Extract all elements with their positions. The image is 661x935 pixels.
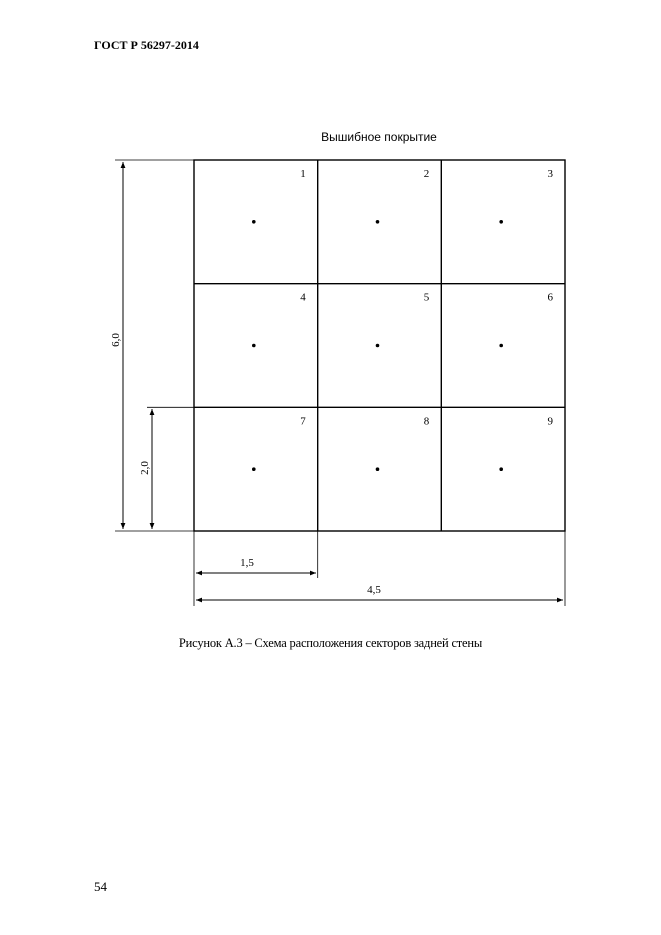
sector-center-dot bbox=[252, 220, 256, 224]
sector-center-dot bbox=[499, 344, 503, 348]
sector-grid bbox=[194, 160, 565, 531]
sector-center-dot bbox=[252, 467, 256, 471]
sector-center-dot bbox=[499, 220, 503, 224]
dim-label-col-width: 1,5 bbox=[240, 557, 254, 569]
sector-number: 2 bbox=[423, 168, 430, 180]
dimension-lines bbox=[123, 162, 563, 600]
sector-number: 6 bbox=[547, 291, 553, 304]
sector-center-dot bbox=[499, 467, 503, 471]
sector-number: 4 bbox=[300, 291, 306, 304]
extension-lines bbox=[115, 160, 565, 606]
figure-caption: Рисунок А.3 – Схема расположения секторов задней стены bbox=[178, 636, 483, 650]
sector-center-dot bbox=[376, 220, 380, 224]
blast-cover-label: Вышибное покрытие bbox=[321, 130, 437, 144]
page-number: 54 bbox=[94, 879, 107, 894]
sector-number: 7 bbox=[300, 415, 306, 428]
sector-center-dot bbox=[376, 344, 380, 348]
sector-center-dot bbox=[376, 467, 380, 471]
sector-number: 8 bbox=[423, 415, 430, 428]
dim-label-row-height: 2,0 bbox=[139, 461, 151, 475]
sector-cells bbox=[252, 168, 554, 471]
sector-number: 1 bbox=[300, 168, 306, 180]
dim-label-total-height: 6,0 bbox=[110, 333, 122, 347]
grid-outline bbox=[194, 160, 565, 531]
sector-center-dot bbox=[252, 344, 256, 348]
sector-number: 5 bbox=[423, 291, 430, 304]
sector-number: 3 bbox=[547, 168, 553, 180]
document-header-code: ГОСТ Р 56297-2014 bbox=[94, 38, 199, 52]
sector-number: 9 bbox=[547, 415, 553, 428]
dim-label-total-width: 4,5 bbox=[367, 584, 381, 596]
